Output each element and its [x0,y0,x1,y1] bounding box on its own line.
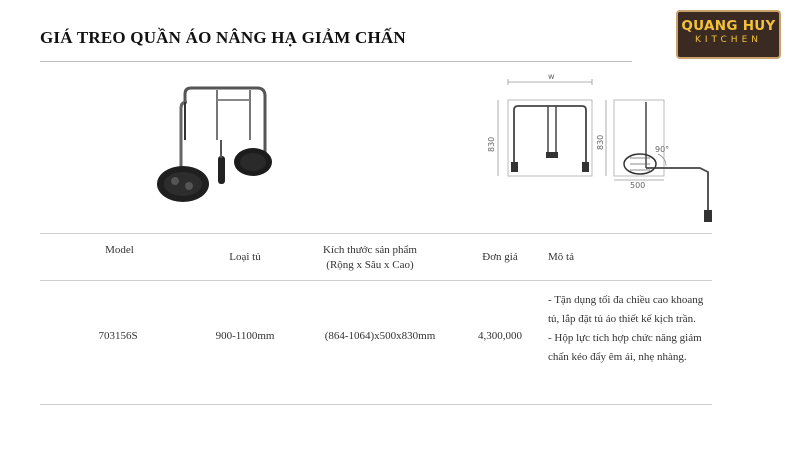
cell-cabinet: 900-1100mm [215,330,275,342]
cell-price: 4,300,000 [478,330,522,342]
description-line: - Hộp lực tích hợp chức năng giảm [548,332,702,344]
logo-line2: KITCHEN [695,35,762,45]
header-description: Mô tả [548,251,574,263]
description-line: - Tận dụng tối đa chiều cao khoang [548,294,704,306]
brand-logo [676,10,781,59]
header-price: Đơn giá [482,251,518,263]
table-header-rule [40,280,712,281]
cell-size: (864-1064)x500x830mm [324,330,436,342]
depth-label: 500 [630,181,646,190]
header-size: Kích thước sản phẩm [323,244,417,256]
logo-line1: QUANG HUY [681,18,776,34]
title-divider [40,61,632,62]
cell-model: 703156S [98,330,138,342]
description-line: tủ, lắp đặt tủ áo thiết kế kịch trần. [548,313,696,325]
angle-label: 90° [655,145,670,154]
header-size-sub: (Rộng x Sâu x Cao) [326,259,414,271]
cell-description [548,291,748,367]
table-top-rule [40,233,712,234]
table-bottom-rule [40,404,712,405]
page-title: GIÁ TREO QUẦN ÁO NÂNG HẠ GIẢM CHẤN [40,28,406,47]
front-dimension-diagram [480,70,600,180]
width-label: w [548,72,555,81]
header-cabinet: Loại tủ [229,251,261,263]
header-model: Model [105,244,134,256]
product-image [145,80,275,205]
description-line: chấn kéo đẩy êm ái, nhẹ nhàng. [548,351,687,363]
side-height-label: 830 [596,134,605,150]
height-label: 830 [487,136,496,152]
side-dimension-diagram [596,88,720,228]
